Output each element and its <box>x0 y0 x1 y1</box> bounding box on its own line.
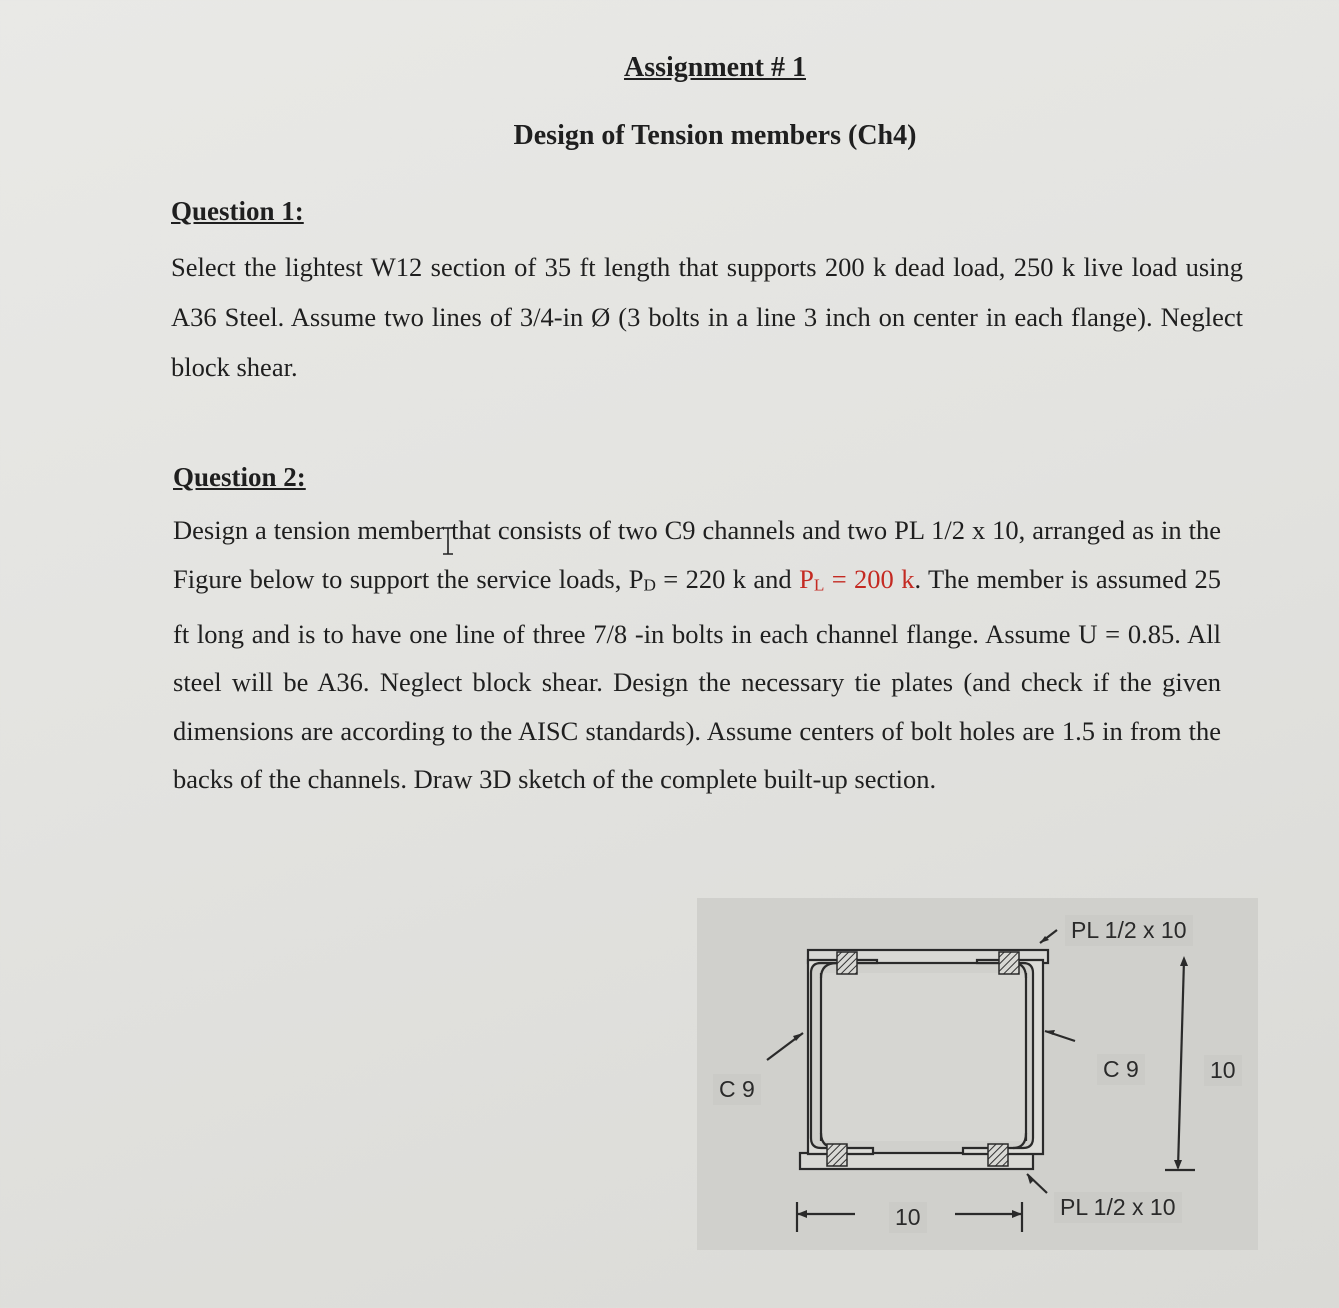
question-2-text-part3: . The member is assumed 25 ft long and is to have one line of three 7/8 -in bolts in each channel flange. Assume U = 0.85. All steel will be A36. Neglect block shear. Design the necessary tie plates (and check if the given dimensions are according to the AISC standards). Assume centers of bolt holes are 1.5 in from the backs of the channels. Draw 3D sketch of the complete built-up section. <box>173 563 1221 795</box>
bolt-bottom-right <box>988 1144 1008 1166</box>
question-1-body: Select the lightest W12 section of 35 ft length that supports 200 k dead load, 250 k live load using A36 Steel. Assume two lines of 3/4-in Ø (3 bolts in a line 3 inch on center in each flange). Neglect block shear. <box>171 252 1243 382</box>
text-cursor-icon <box>442 527 454 555</box>
top-plate-label: PL 1/2 x 10 <box>1065 915 1193 946</box>
live-load-highlight <box>799 564 914 594</box>
pl-value: = 200 k <box>824 563 915 594</box>
question-1-heading: Question 1: <box>171 196 304 226</box>
bolt-top-right <box>999 952 1019 974</box>
width-dimension-label: 10 <box>889 1202 927 1233</box>
bolt-bottom-left <box>827 1144 847 1166</box>
pl-prefix: P <box>799 563 814 594</box>
question-2-body <box>173 506 1221 804</box>
question-2-text-part1: Design a tension member that consists of two C9 channels and two PL 1/2 x 10, arranged as in the Figure below to support the service loads, P <box>173 515 1221 594</box>
right-channel-label: C 9 <box>1097 1054 1145 1085</box>
assignment-title: Assignment # 1 <box>623 52 806 83</box>
left-channel-label: C 9 <box>713 1074 761 1105</box>
bolt-top-left <box>837 952 857 974</box>
built-up-section-figure <box>697 898 1258 1250</box>
assignment-subtitle: Design of Tension members (Ch4) <box>513 120 917 151</box>
pl-subscript: L <box>813 575 825 595</box>
height-dimension-label: 10 <box>1204 1055 1242 1086</box>
question-2-heading: Question 2: <box>173 462 306 492</box>
question-2-text-part2: = 220 k and <box>655 563 800 594</box>
pd-subscript: D <box>643 575 656 595</box>
bottom-plate-label: PL 1/2 x 10 <box>1054 1192 1182 1223</box>
